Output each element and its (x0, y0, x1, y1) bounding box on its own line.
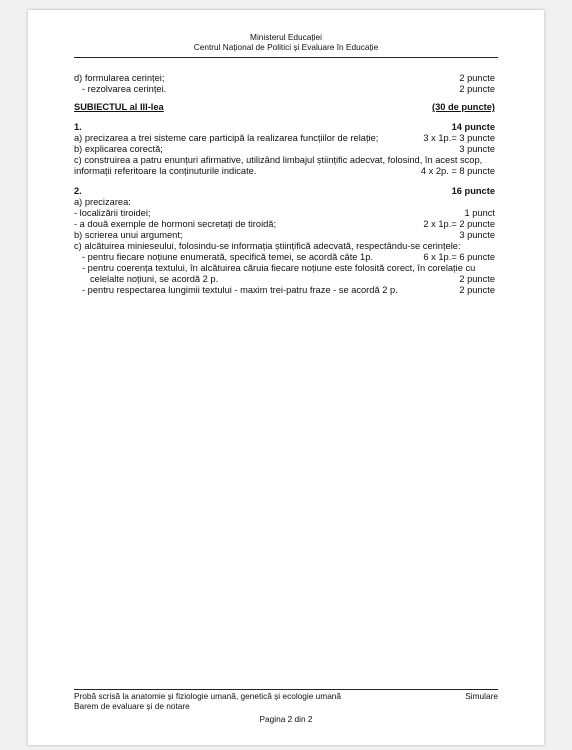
criterion-row (74, 155, 495, 166)
criterion-points: 2 puncte (459, 285, 495, 295)
criterion-row (74, 208, 495, 219)
criterion-text: - pentru fiecare noțiune enumerată, specifică temei, se acordă câte 1p. (82, 252, 373, 262)
criterion-text: d) formularea cerinței; (74, 73, 165, 83)
document-page (28, 10, 544, 745)
criterion-row (74, 252, 495, 263)
subject-points: (30 de puncte) (431, 102, 495, 112)
criterion-text: - a două exemple de hormoni secretați de tiroidă; (74, 219, 277, 229)
criterion-text: b) scrierea unui argument; (74, 230, 183, 240)
criterion-text: - pentru respectarea lungimii textului - maxim trei-patru fraze - se acordă 2 p. (82, 285, 398, 295)
criterion-points: 2 x 1p.= 2 puncte (423, 219, 495, 229)
criterion-row (74, 73, 495, 84)
criterion-points: 1 punct (464, 208, 495, 218)
criterion-text: a) precizarea a trei sisteme care participă la realizarea funcțiilor de relație; (74, 133, 379, 143)
footer-barem: Barem de evaluare și de notare (74, 701, 190, 711)
criterion-text: b) explicarea corectă; (74, 144, 163, 154)
criterion-points: 2 puncte (459, 84, 495, 94)
header-center: Centrul Național de Politici și Evaluare în Educație (193, 41, 379, 52)
criterion-row (74, 241, 495, 252)
page-footer (74, 691, 498, 724)
criterion-points: 6 x 1p.= 6 puncte (423, 252, 495, 262)
criterion-row (74, 84, 495, 95)
criterion-row (74, 285, 495, 296)
footer-divider (74, 689, 498, 690)
criterion-text: informații referitoare la conținuturile indicate. (74, 166, 257, 176)
criterion-row (74, 133, 495, 144)
criterion-row (74, 274, 495, 285)
criterion-points: 2 puncte (459, 274, 495, 284)
question-heading (74, 186, 495, 197)
criterion-text: - localizării tiroidei; (74, 208, 151, 218)
question-number: 1. (74, 122, 82, 132)
criterion-row (74, 219, 495, 230)
criterion-row (74, 230, 495, 241)
criterion-row (74, 197, 495, 208)
criterion-points: 3 puncte (459, 230, 495, 240)
criterion-row (74, 166, 495, 177)
document-body (74, 73, 495, 296)
subject-heading (74, 102, 495, 113)
criterion-text: - pentru coerența textului, în alcătuirea căruia fiecare noțiune este folosită corect, în corelație cu (82, 263, 476, 273)
page-number: Pagina 2 din 2 (259, 714, 313, 724)
subject-title: SUBIECTUL al III-lea (74, 102, 164, 112)
criterion-text: - rezolvarea cerinței. (82, 84, 167, 94)
header-ministry: Ministerul Educației (250, 32, 322, 42)
criterion-text: c) alcătuirea minieseului, folosindu-se informația științifică adecvată, respectându-se cerințele: (74, 241, 461, 251)
header-divider (74, 57, 498, 58)
criterion-points: 3 x 1p.= 3 puncte (423, 133, 495, 143)
page-header (74, 33, 498, 52)
criterion-row (74, 144, 495, 155)
criterion-text: celelalte noțiuni, se acordă 2 p. (90, 274, 219, 284)
question-heading (74, 122, 495, 133)
criterion-points: 3 puncte (459, 144, 495, 154)
question-points: 14 puncte (451, 122, 495, 132)
footer-exam-row (74, 691, 498, 701)
criterion-row (74, 263, 495, 274)
criterion-text: c) construirea a patru enunțuri afirmative, utilizând limbajul științific adecvat, folosind, în acest scop, (74, 155, 483, 165)
footer-exam-type: Simulare (465, 691, 498, 701)
footer-exam-title: Probă scrisă la anatomie și fiziologie umană, genetică și ecologie umană (74, 691, 342, 701)
criterion-text: a) precizarea: (74, 197, 131, 207)
question-points: 16 puncte (451, 186, 495, 196)
criterion-points: 2 puncte (459, 73, 495, 83)
question-number: 2. (74, 186, 82, 196)
criterion-points: 4 x 2p. = 8 puncte (420, 166, 495, 176)
